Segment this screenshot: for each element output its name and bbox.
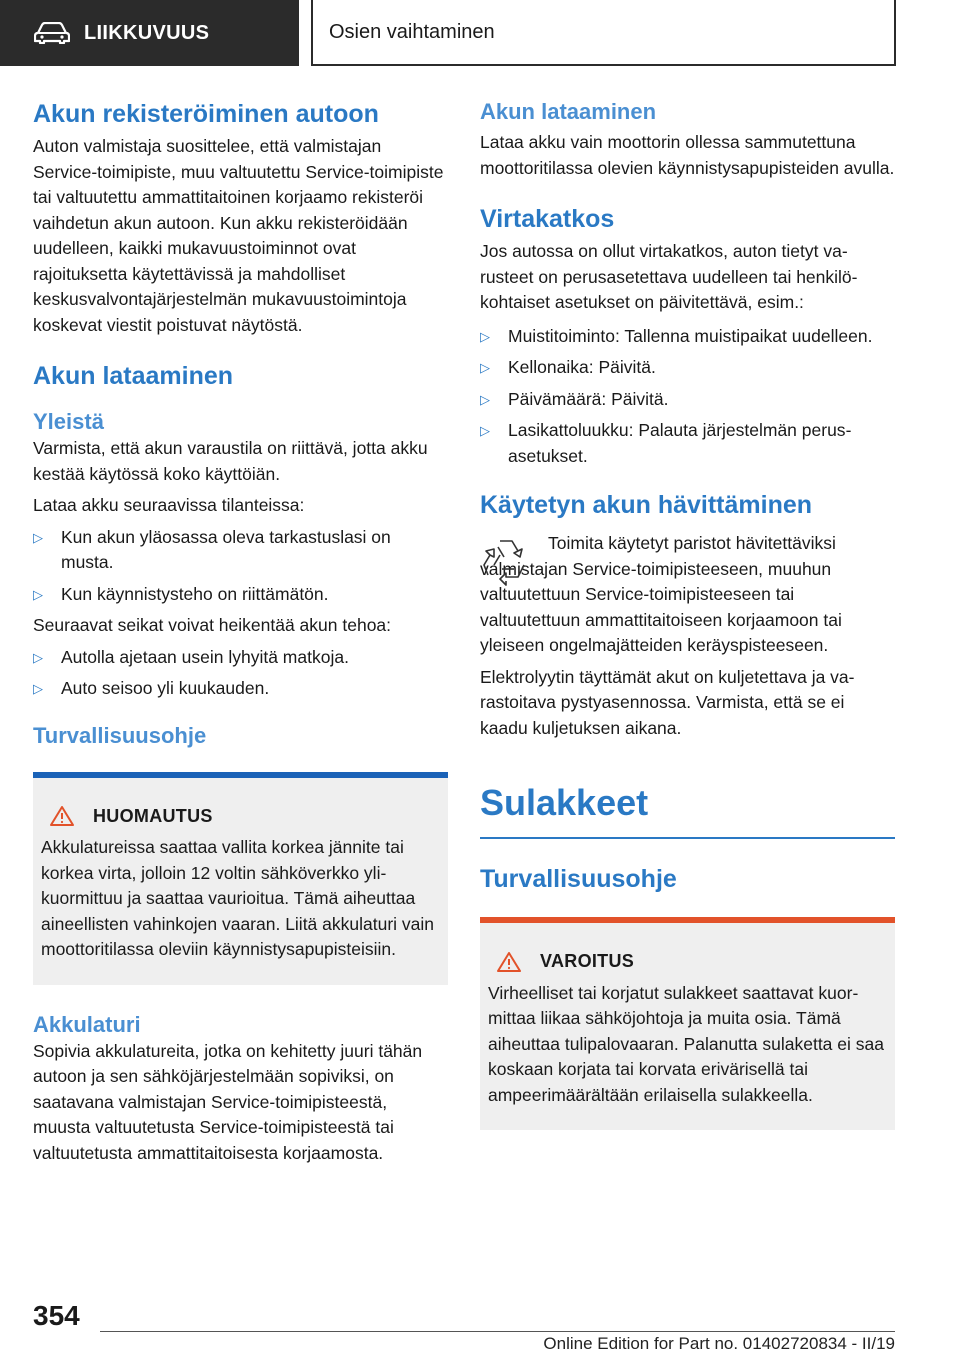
paragraph-disposal-1: Toimita käytetyt paristot hävitettäviksi valmistajan Service-toimipisteeseen, muuhun valtuutettuun Service-toimipisteeseen tai valtuutettuun ammattitaitoiseen korjaamoon tai yleiseen ongelmajätteiden keräyspisteeseen. [480, 533, 842, 655]
bullet-triangle-icon: ▷ [33, 649, 43, 665]
section-rule [480, 837, 895, 839]
notice-text: Akkulatureissa saattaa vallita korkea jännite tai korkea virta, jolloin 12 voltin sähköverkko ylikuormittuu ja saattaa vaurioitua. Tämä aiheuttaa aineellisten vahinkojen vaaran. Liitä akkulaturi vain moottoritilassa oleviin käynnistysapupisteisiin. [41, 837, 435, 959]
footer-edition: Online Edition for Part no. 01402720834 - II/19 [543, 1334, 895, 1353]
disposal-block [480, 531, 895, 659]
bullet-triangle-icon: ▷ [480, 360, 490, 375]
bullet-triangle-icon: ▷ [33, 529, 43, 545]
paragraph-general: Varmista, että akun varaustila on riittävä, jotta akku kestää käytössä koko käyttöiän. [33, 438, 428, 484]
page-number: 354 [33, 1300, 80, 1331]
list-factors [33, 645, 448, 702]
bullet-triangle-icon: ▷ [480, 391, 490, 407]
list-item: ▷ Päivämäärä: Päivitä. [480, 387, 895, 413]
paragraph-registration: Auton valmistaja suosittelee, että valmistajan Service-toimipiste, muu valtuutettu Service-toimipiste tai valtuutettu ammattitaitoinen korjaamo rekisteröi vaihdetun akun autoon. Kun akku rekisteröidään uudelleen, kaikki mukavuustoiminnot ovat rajoituksetta käytettävissä ja mahdolliset keskusvalvontajärjestelmän mukavuustoimintoja koskevat viestit poistuvat näytöstä. [33, 136, 444, 335]
warning-triangle-icon [49, 805, 75, 827]
right-column [480, 98, 895, 1130]
list-item: ▷ Auto seisoo yli kuukauden. [33, 676, 448, 702]
paragraph-outage: Jos autossa on ollut virtakatkos, auton tietyt varusteet on perusasetettava uudelleen tai henkilökohtaiset asetukset on päivitettävä, esim.: [480, 241, 858, 312]
warning-triangle-icon [496, 951, 522, 973]
notice-box [33, 772, 448, 985]
paragraph-charger: Sopivia akkulatureita, jotka on kehitetty juuri tähän autoon ja sen sähköjärjestelmään sopiviksi, on saatavana valmistajan Service-toimipisteestä, muusta valtuutetusta Service-toimipisteestä tai valtuutetusta ammattitaitoisesta korjaamosta. [33, 1040, 423, 1163]
heading-safety: Turvallisuusohje [33, 722, 207, 748]
heading-fuses: Sulakkeet [480, 782, 649, 823]
paragraph-factors-intro: Seuraavat seikat voivat heikentää akun tehoa: [33, 615, 392, 635]
heading-charger: Akkulaturi [33, 1011, 141, 1037]
bullet-triangle-icon: ▷ [33, 586, 43, 602]
list-item: ▷ Kun käynnistysteho on riittämätön. [33, 582, 448, 608]
heading-general: Yleistä [33, 409, 104, 434]
section-title: LIIKKUVUUS [84, 21, 210, 44]
car-icon [34, 22, 70, 44]
list-item: ▷ Autolla ajetaan usein lyhyitä matkoja. [33, 645, 448, 671]
list-item: ▷ Kun akun yläosassa oleva tarkastuslasi on musta. [33, 526, 391, 572]
left-column [33, 98, 448, 1166]
bullet-triangle-icon: ▷ [480, 328, 490, 344]
list-item: ▷ Kellonaika: Päivitä. [480, 355, 895, 381]
section-tab [0, 0, 299, 66]
heading-fuses-safety: Turvallisuusohje [480, 865, 677, 893]
heading-power-outage: Virtakatkos [480, 205, 615, 233]
recycling-icon [480, 535, 532, 587]
paragraph-disposal-2: Elektrolyytin täyttämät akut on kuljetettava ja varastoitava pystyasennossa. Varmista, että se ei kaadu kuljetuksen aikana. [480, 666, 855, 738]
heading-battery-registration: Akun rekisteröiminen autoon [33, 100, 379, 128]
bullet-triangle-icon: ▷ [480, 423, 490, 438]
list-situations [33, 525, 448, 608]
chapter-title: Osien vaihtaminen [311, 0, 896, 66]
warning-box [480, 917, 895, 1130]
list-outage [480, 324, 895, 470]
list-item: ▷ Muistitoiminto: Tallenna muistipaikat uudelleen. [480, 324, 895, 350]
heading-battery-charging: Akun lataaminen [33, 362, 234, 390]
footer-rule [100, 1331, 895, 1332]
list-item: ▷ Lasikattoluukku: Palauta järjestelmän perusasetukset. [480, 420, 852, 466]
heading-battery-charging-2: Akun lataaminen [480, 99, 657, 124]
heading-battery-disposal: Käytetyn akun hävittäminen [480, 491, 813, 519]
warning-label: VAROITUS [488, 949, 887, 975]
paragraph-situations-intro: Lataa akku seuraavissa tilanteissa: [33, 495, 305, 515]
warning-text: Virheelliset tai korjatut sulakkeet saattavat kuormittaa liikaa sähköjohtoja ja muita osia. Tämä aiheuttaa tulipalovaaran. Palanutta sulaketta ei saa koskaan korjata tai korvata erivärisellä tai ampeerimäärältään erilaisella sulakkeella. [488, 982, 884, 1105]
notice-label: HUOMAUTUS [41, 804, 440, 830]
bullet-triangle-icon: ▷ [33, 681, 43, 696]
paragraph-charging: Lataa akku vain moottorin ollessa sammutettuna moottoritilassa olevien käynnistysapupisteiden avulla. [480, 132, 895, 178]
